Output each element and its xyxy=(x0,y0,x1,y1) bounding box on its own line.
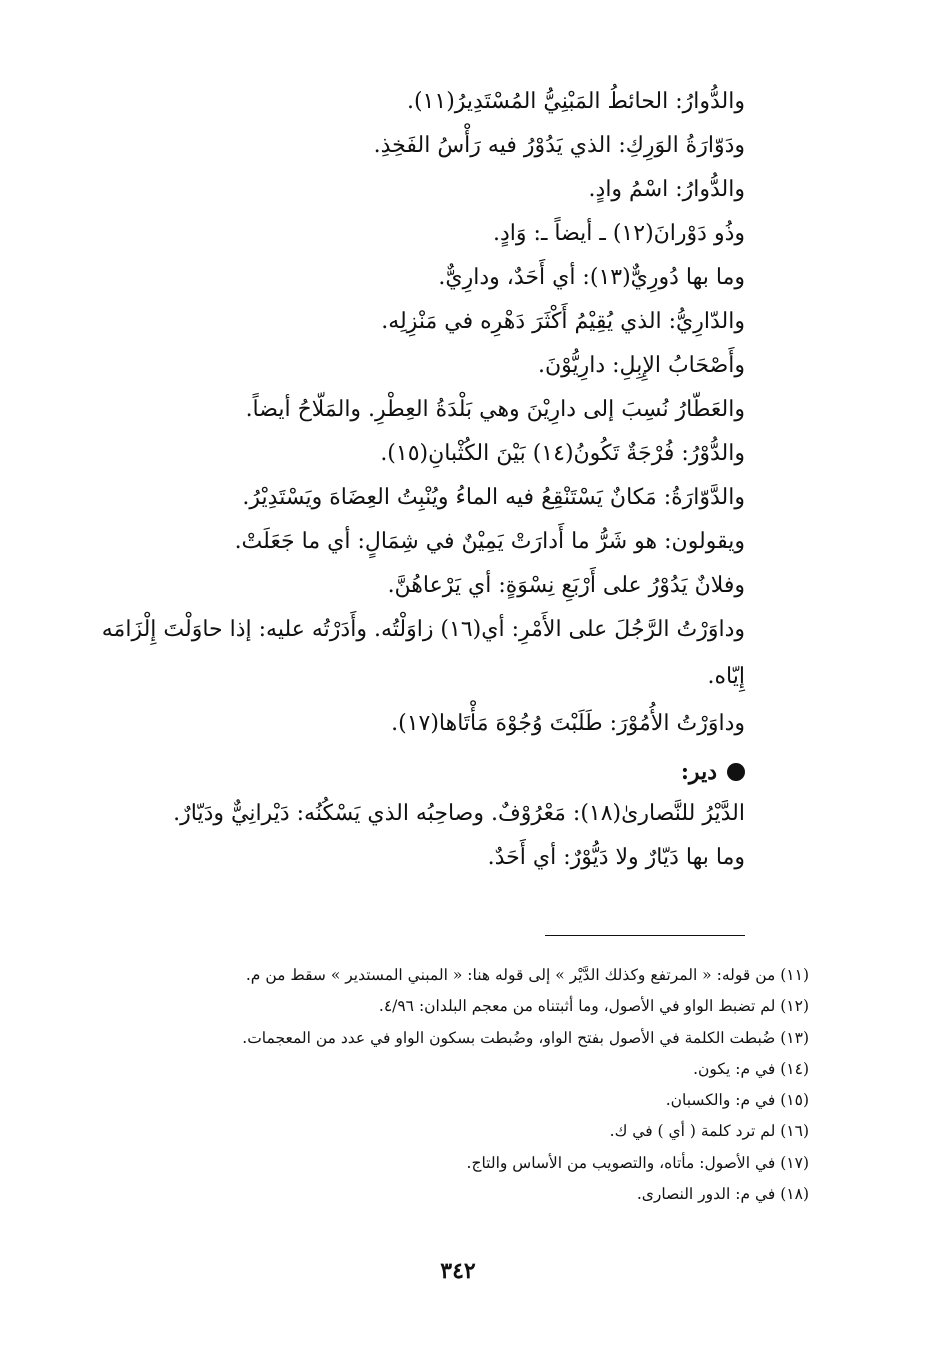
footnotes xyxy=(109,960,809,1210)
section-heading xyxy=(75,752,745,792)
text-line: والدَّوّارَةُ: مَكانٌ يَسْتَنْقِعُ فيه الماءُ ويُنْبِتُ العِضَاهَ ويَسْتَدِيْرُ. xyxy=(242,485,745,510)
text-line: وذُو دَوْرانَ(١٢) ـ أيضاً ـ: وَادٍ. xyxy=(493,221,745,246)
text-line: وما بها دُورِيٌّ(١٣): أي أَحَدٌ، ودارِيٌّ. xyxy=(438,265,745,290)
text-line-continuation: إِيّاه. xyxy=(707,664,745,689)
text-line: ودَوّارَةُ الوَرِكِ: الذي يَدُوْرُ فيه رَأْسُ الفَخِذِ. xyxy=(373,133,745,158)
section-line: الدَّيْرُ للنَّصارىٰ(١٨): مَعْرُوْفٌ. وصاحِبُه الذي يَسْكُنُه: دَيْرانِيٌّ ودَيّارٌ. xyxy=(173,801,745,826)
section-heading-label: دير: xyxy=(680,759,717,785)
footnote: (١٢) لم تضبط الواو في الأصول، وما أثبتناه من معجم البلدان: ٤/٩٦. xyxy=(378,997,809,1016)
text-line: وفلانٌ يَدُوْرُ على أَرْبَعِ نِسْوَةٍ: أي يَرْعاهُنَّ. xyxy=(387,573,745,598)
text-line: والدُّوارُ: اسْمُ وادٍ. xyxy=(588,177,745,202)
text-line: والعَطّارُ نُسِبَ إلى دارِيْنَ وهي بَلْدَةُ العِطْرِ. والمَلّاحُ أيضاً. xyxy=(245,397,745,422)
footnote-divider xyxy=(545,935,745,936)
bullet-icon xyxy=(727,763,745,781)
footnote: (١٦) لم ترد كلمة ( أي ) في ك. xyxy=(609,1122,809,1141)
footnote: (١٣) ضُبطت الكلمة في الأصول بفتح الواو، وضُبطت بسكون الواو في عدد من المعجمات. xyxy=(242,1028,809,1047)
footnote: (١٤) في م: يكون. xyxy=(693,1059,809,1078)
text-line: وداوَرْتُ الرَّجُلَ على الأَمْرِ: أي(١٦) زاوَلْتُه. وأَدَرْتُه عليه: إذا حاوَلْتَ إِلْزَامَه xyxy=(101,617,745,642)
text-line: ويقولون: هو شَرُّ ما أَدارَتْ يَمِيْنٌ في شِمَالٍ: أي ما جَعَلَتْ. xyxy=(234,529,745,554)
main-text xyxy=(75,80,745,880)
text-line: وأَصْحَابُ الإِبِلِ: دارِيُّوْنَ. xyxy=(537,353,745,378)
footnote: (١٧) في الأصول: مأتاه، والتصويب من الأساس والتاج. xyxy=(466,1153,809,1172)
text-line: والدُّوْرُ: فُرْجَةٌ تَكُونُ(١٤) بَيْنَ الكُثْبانِ(١٥). xyxy=(380,441,745,466)
footnote: (١٨) في م: الدور النصارى. xyxy=(636,1185,809,1204)
footnote: (١٥) في م: والكسبان. xyxy=(665,1091,809,1110)
section-line: وما بها دَيّارٌ ولا دَيُّوْرٌ: أي أَحَدٌ. xyxy=(487,845,745,870)
text-line: والدُّوارُ: الحائطُ المَبْنِيُّ المُسْتَدِيرُ(١١). xyxy=(406,89,745,114)
page-number: ٣٤٢ xyxy=(440,1258,476,1284)
text-line: والدّارِيُّ: الذي يُقِيْمُ أَكْثَرَ دَهْرِه في مَنْزِلِه. xyxy=(381,309,745,334)
footnote: (١١) من قوله: « المرتفع وكذلك الدَّيْر » إلى قوله هنا: « المبني المستدير » سقط من م. xyxy=(245,966,809,984)
text-line: وداوَرْتُ الأُمُوْرَ: طَلَبْتَ وُجُوْهَ مَأْتَاها(١٧). xyxy=(391,711,745,736)
